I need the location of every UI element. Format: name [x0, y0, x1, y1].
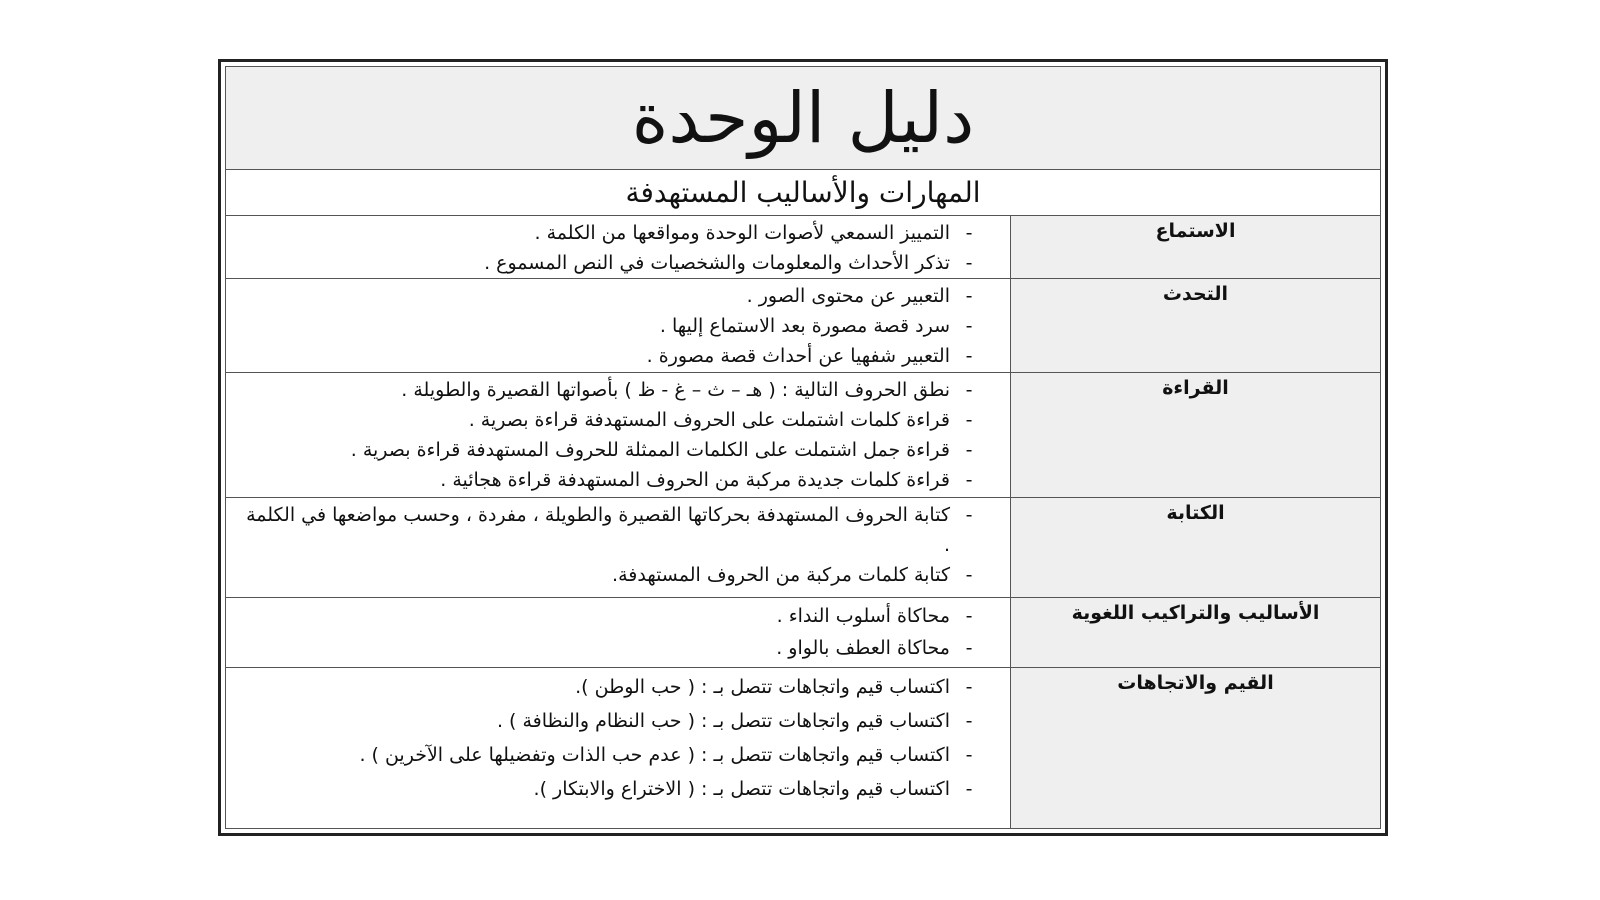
bullet-dash: - — [965, 379, 973, 401]
skill-item-text: محاكاة العطف بالواو . — [776, 637, 950, 659]
skill-item — [236, 341, 988, 371]
skill-category-label: الكتابة — [1010, 498, 1380, 597]
skill-item-text: التعبير عن محتوى الصور . — [746, 285, 950, 307]
page-title: دليل الوحدة — [226, 67, 1380, 170]
skill-item-text: قراءة كلمات اشتملت على الحروف المستهدفة قراءة بصرية . — [468, 409, 950, 431]
skill-item-text: اكتساب قيم واتجاهات تتصل بـ : ( الاختراع والابتكار ). — [533, 778, 950, 800]
skill-item — [236, 500, 988, 560]
bullet-dash: - — [965, 637, 973, 659]
bullet-dash: - — [965, 409, 973, 431]
skill-item-text: نطق الحروف التالية : ( هـ – ث – غ - ظ ) بأصواتها القصيرة والطويلة . — [401, 379, 950, 401]
skill-item-text: التمييز السمعي لأصوات الوحدة ومواقعها من الكلمة . — [534, 222, 950, 244]
skill-item-text: اكتساب قيم واتجاهات تتصل بـ : ( حب النظام والنظافة ) . — [496, 710, 950, 732]
bullet-dash: - — [965, 439, 973, 461]
bullet-dash: - — [965, 469, 973, 491]
skill-item-text: محاكاة أسلوب النداء . — [776, 605, 950, 627]
skill-row — [226, 373, 1380, 498]
bullet-dash: - — [965, 285, 973, 307]
skill-category-label: الأساليب والتراكيب اللغوية — [1010, 598, 1380, 667]
skill-category-label: القيم والاتجاهات — [1010, 668, 1380, 828]
skill-item-text: كتابة كلمات مركبة من الحروف المستهدفة. — [612, 564, 950, 586]
skill-row — [226, 498, 1380, 598]
skill-category-label: الاستماع — [1010, 216, 1380, 278]
skill-items-list — [226, 373, 1010, 497]
bullet-dash: - — [965, 252, 973, 274]
skill-items-list — [226, 498, 1010, 597]
bullet-dash: - — [965, 564, 973, 586]
bullet-dash: - — [965, 676, 973, 698]
skill-item — [236, 704, 988, 738]
skill-row — [226, 279, 1380, 373]
skill-row — [226, 216, 1380, 279]
skill-item — [236, 248, 988, 278]
skill-item — [236, 772, 988, 806]
skill-items-list — [226, 598, 1010, 667]
skill-item — [236, 435, 988, 465]
skill-item-text: كتابة الحروف المستهدفة بحركاتها القصيرة والطويلة ، مفردة ، وحسب مواضعها في الكلمة . — [246, 504, 950, 556]
skill-row — [226, 598, 1380, 668]
skill-item — [236, 670, 988, 704]
skill-item-text: قراءة جمل اشتملت على الكلمات الممثلة للحروف المستهدفة قراءة بصرية . — [350, 439, 950, 461]
skill-item-text: سرد قصة مصورة بعد الاستماع إليها . — [659, 315, 950, 337]
skill-item-text: قراءة كلمات جديدة مركبة من الحروف المستهدفة قراءة هجائية . — [440, 469, 950, 491]
skill-category-label: القراءة — [1010, 373, 1380, 497]
skill-item — [236, 560, 988, 590]
skill-items-list — [226, 216, 1010, 278]
bullet-dash: - — [965, 504, 973, 526]
skills-table — [226, 216, 1380, 828]
skill-item — [236, 738, 988, 772]
skill-item — [236, 600, 988, 632]
skill-item — [236, 465, 988, 495]
skill-item — [236, 632, 988, 664]
bullet-dash: - — [965, 744, 973, 766]
unit-guide-table — [225, 66, 1381, 829]
skill-row — [226, 668, 1380, 828]
skill-item — [236, 311, 988, 341]
bullet-dash: - — [965, 315, 973, 337]
page-subtitle: المهارات والأساليب المستهدفة — [226, 170, 1380, 216]
bullet-dash: - — [965, 222, 973, 244]
skill-item-text: اكتساب قيم واتجاهات تتصل بـ : ( عدم حب الذات وتفضيلها على الآخرين ) . — [359, 744, 950, 766]
skill-item — [236, 218, 988, 248]
skill-item-text: تذكر الأحداث والمعلومات والشخصيات في النص المسموع . — [484, 252, 950, 274]
skill-item-text: اكتساب قيم واتجاهات تتصل بـ : ( حب الوطن ). — [575, 676, 950, 698]
skill-item-text: التعبير شفهيا عن أحداث قصة مصورة . — [646, 345, 950, 367]
bullet-dash: - — [965, 778, 973, 800]
skill-items-list — [226, 668, 1010, 828]
bullet-dash: - — [965, 605, 973, 627]
skill-item — [236, 375, 988, 405]
bullet-dash: - — [965, 710, 973, 732]
skill-category-label: التحدث — [1010, 279, 1380, 372]
skill-items-list — [226, 279, 1010, 372]
bullet-dash: - — [965, 345, 973, 367]
skill-item — [236, 405, 988, 435]
skill-item — [236, 281, 988, 311]
unit-guide-frame — [218, 59, 1388, 836]
